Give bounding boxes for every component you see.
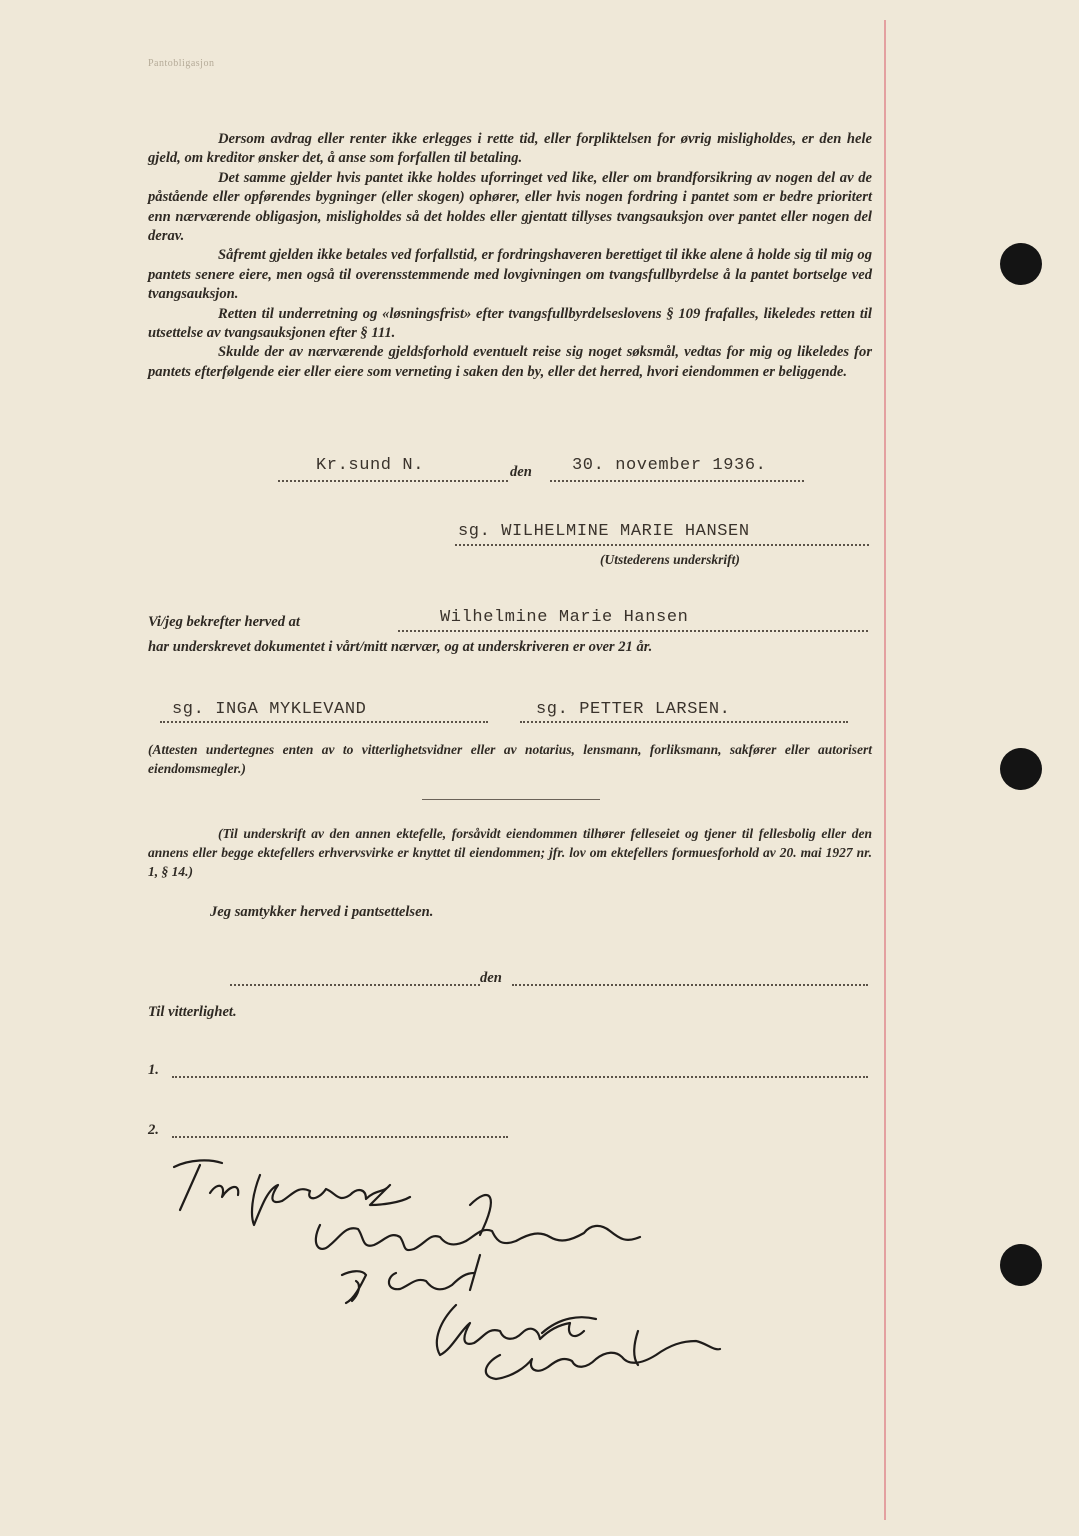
witness-number-1: 1. (148, 1062, 159, 1078)
red-margin-line (884, 20, 886, 1520)
separator-line (422, 799, 600, 800)
terms-paragraph: Skulde der av nærværende gjeldsforhold eventuelt reise sig noget søksmål, vedtas for mig og likeledes for pantets efterfølgende eier eller eiere som verneting i saken den by, eller det herred, hvori eiendommen er beliggende. (148, 344, 872, 380)
handwritten-signatures (170, 1145, 770, 1385)
den2-label: den (480, 970, 502, 986)
vitterlighet-line-1 (172, 1076, 868, 1078)
confirmation-name: Wilhelmine Marie Hansen (440, 608, 689, 627)
issuer-signature: sg. WILHELMINE MARIE HANSEN (458, 522, 750, 541)
vitterlighet-line-2 (172, 1136, 508, 1138)
consent-place-line (230, 984, 480, 986)
confirmation-prefix: Vi/jeg bekrefter herved at (148, 614, 300, 630)
date-dotted-line (550, 480, 804, 482)
terms-paragraph: Det samme gjelder hvis pantet ikke holdes uforringet ved like, eller om brandforsikring av nogen del av de påstående eller opførendes bygninger (eller skogen) ophører, eller hvis nogen fordring i pantet som er bedre prioritert enn nærværende obligasjon, misligholdes så det holdes eller gjentatt tillyses tvangsauksjon over pantet eller nogen del derav. (148, 169, 872, 245)
attest-note (148, 740, 872, 778)
vitterlighet-label: Til vitterlighet. (148, 1004, 237, 1020)
punch-hole (1000, 243, 1042, 285)
terms-paragraph: Dersom avdrag eller renter ikke erlegges i rette tid, eller forpliktelsen for øvrig misligholdes, er den hele gjeld, om kreditor ønsker det, å anse som forfallen til betaling. (148, 131, 872, 167)
place-dotted-line (278, 480, 508, 482)
issuer-caption: (Utstederens underskrift) (600, 552, 740, 567)
consent-date-line (512, 984, 868, 986)
spouse-note (148, 824, 872, 881)
terms-paragraph: Såfremt gjelden ikke betales ved forfallstid, er fordringshaveren berettiget til ikke alene å holde sig til mig og pantets senere eiere, men også til overensstemmende med lovgivningen om tvangsfullbyrdelse å la pantet bortselge ved tvangsauksjon. (148, 247, 872, 303)
witness2-line (520, 721, 848, 723)
place-value: Kr.sund N. (316, 456, 425, 475)
witness1-line (160, 721, 488, 723)
terms-block (148, 130, 872, 382)
den-label: den (510, 464, 532, 480)
spouse-note-text: (Til underskrift av den annen ektefelle, forsåvidt eiendommen tilhører felleseiet og tjener til fellesbolig eller den annens eller begge ektefellers erhvervsvirke er knyttet til eiendommen; jfr. lov om ektefellers formuesforhold av 20. mai 1927 nr. 1, § 14.) (148, 826, 872, 879)
consent-text: Jeg samtykker herved i pantsettelsen. (210, 904, 434, 920)
issuer-signature-line (455, 544, 869, 546)
confirmation-dotted-line (398, 630, 868, 632)
attest-note-text: (Attesten undertegnes enten av to vitterlighetsvidner eller av notarius, lensmann, forliksmann, sakfører eller autorisert eiendomsmegler.) (148, 742, 872, 776)
faint-header-text: Pantobligasjon (148, 58, 215, 69)
punch-hole (1000, 748, 1042, 790)
date-value: 30. november 1936. (572, 456, 767, 475)
witness2-signature: sg. PETTER LARSEN. (536, 700, 731, 719)
punch-hole (1000, 1244, 1042, 1286)
witness1-signature: sg. INGA MYKLEVAND (172, 700, 367, 719)
confirmation-line2: har underskrevet dokumentet i vårt/mitt nærvær, og at underskriveren er over 21 år. (148, 639, 653, 655)
terms-paragraph: Retten til underretning og «løsningsfrist» efter tvangsfullbyrdelseslovens § 109 frafalles, likeledes retten til utsettelse av tvangsauksjonen efter § 111. (148, 305, 872, 342)
witness-number-2: 2. (148, 1122, 159, 1138)
